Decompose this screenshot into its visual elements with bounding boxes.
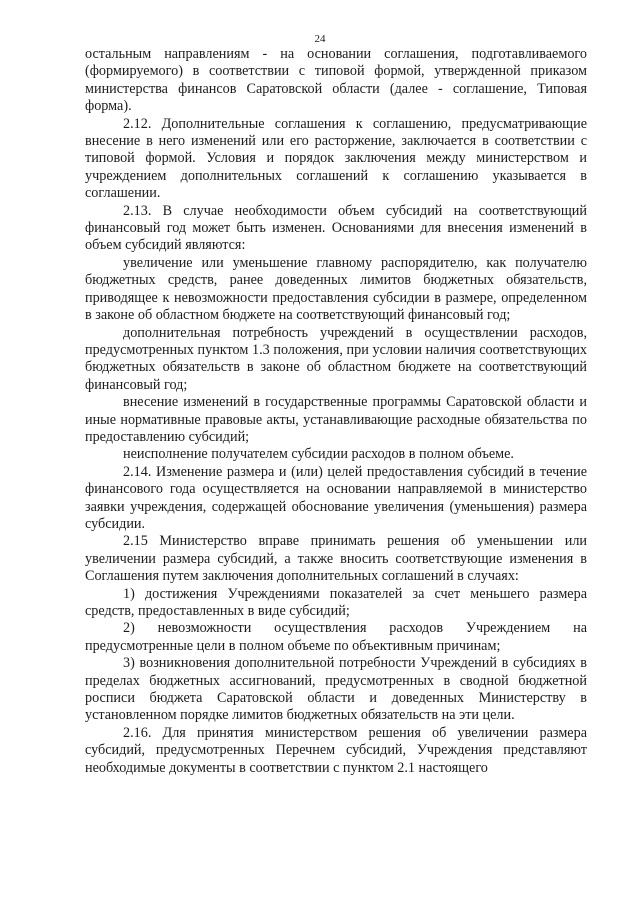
paragraph-2-16: 2.16. Для принятия министерством решения об увеличении размера субсидий, предусмотренных Перечнем субсидий, Учреждения представляют необходимые документы в соответствии с пунктом 2.1 настоящего xyxy=(85,724,587,776)
list-item-additional-need: дополнительная потребность учреждений в осуществлении расходов, предусмотренных пунктом 1.3 положения, при условии наличия соответствующих бюджетных обязательств в законе об областном бюджете на соответствующий финансовый год; xyxy=(85,324,587,393)
list-item-program-changes: внесение изменений в государственные программы Саратовской области и иные нормативные правовые акты, устанавливающие расходные обязательства по предоставлению субсидий; xyxy=(85,394,587,445)
paragraph-continuation: остальным направлениям - на основании соглашения, подготавливаемого (формируемого) в соответствии с типовой формой, утвержденной приказом министерства финансов Саратовской области (далее - соглашение, Типовая форма). xyxy=(85,46,587,115)
paragraph-2-15: 2.15 Министерство вправе принимать решения об уменьшении или увеличении размера субсидий, а также вносить соответствующие изменения в Соглашения путем заключения дополнительных соглашений в случаях: xyxy=(85,533,587,585)
paragraph-2-12: 2.12. Дополнительные соглашения к соглашению, предусматривающие внесение в него изменений или его расторжение, заключается в соответствии с типовой формой. Условия и порядок заключения между министерством и учреждением дополнительных соглашений к соглашению указывается в соглашении. xyxy=(85,115,587,202)
document-body xyxy=(85,46,587,777)
paragraph-2-14: 2.14. Изменение размера и (или) целей предоставления субсидий в течение финансового года осуществляется на основании направляемой в министерство заявки учреждения, содержащей обоснование увеличения (уменьшения) размера субсидии. xyxy=(85,463,587,532)
list-item-3: 3) возникновения дополнительной потребности Учреждений в субсидиях в пределах бюджетных ассигнований, предусмотренных в сводной бюджетной росписи бюджета Саратовской области и доведенных Министерству в установленном порядке лимитов бюджетных обязательств на эти цели. xyxy=(85,655,587,724)
list-item-non-execution: неисполнение получателем субсидии расходов в полном объеме. xyxy=(123,446,514,463)
list-item-1: 1) достижения Учреждениями показателей за счет меньшего размера средств, предоставленных в виде субсидий; xyxy=(85,585,587,619)
paragraph-2-13: 2.13. В случае необходимости объем субсидий на соответствующий финансовый год может быть изменен. Основаниями для внесения изменений в объем субсидий являются: xyxy=(85,202,587,254)
list-item-2: 2) невозможности осуществления расходов Учреждением на предусмотренные цели в полном объеме по объективным причинам; xyxy=(85,620,587,654)
page-number: 24 xyxy=(314,33,326,45)
list-item-limits-change: увеличение или уменьшение главному распорядителю, как получателю бюджетных средств, ранее доведенных лимитов бюджетных обязательств, приводящее к невозможности предоставления субсидии в размере, определенном в законе об областном бюджете на соответствующий финансовый год; xyxy=(85,254,587,324)
